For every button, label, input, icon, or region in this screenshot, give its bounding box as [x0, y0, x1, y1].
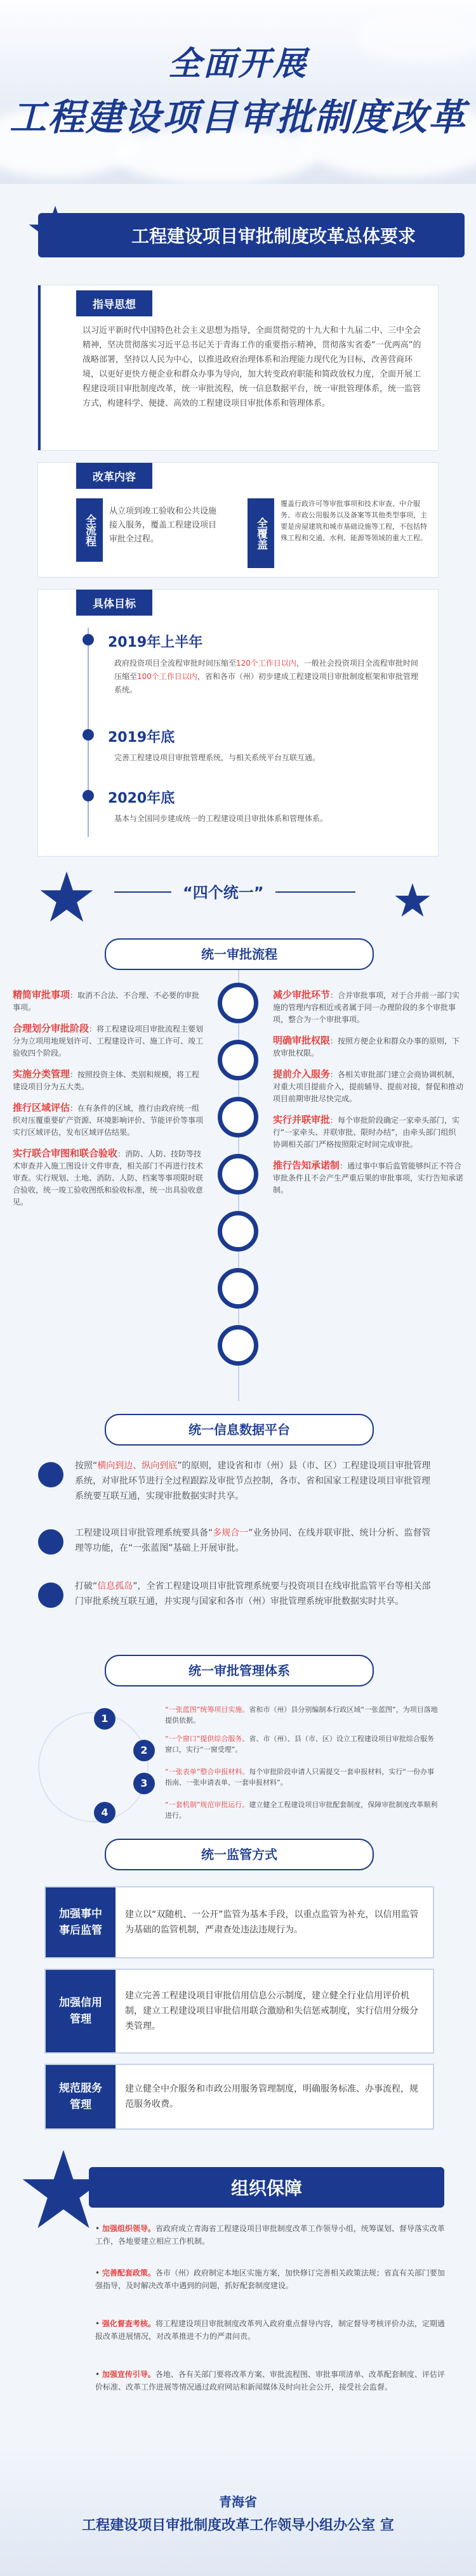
system-block — [38, 1699, 438, 1820]
flow-right-list — [273, 989, 463, 1196]
org-item: • 强化督查考核。将工程建设项目审批制度改革列入政府重点督导内容，制定督导考核评价办法，定期通报改革进展情况，对改革推进不力的严肃问责。 — [95, 2319, 445, 2341]
goal-year-3: 2020年底 — [108, 791, 175, 806]
supervision-item-text: 建立以“双随机、一公开”监管为基本手段，以重点监管为补充，以信用监管为基础的监管机制，严肃查处违法违规行为。 — [125, 1910, 419, 1935]
guiding-card — [38, 285, 438, 450]
overall-banner-title: 工程建设项目审批制度改革总体要求 — [38, 213, 465, 257]
supervision-item-3 — [44, 2064, 434, 2130]
scope-tag: 改革内容 — [76, 463, 152, 489]
system-item: “一个窗口”提供综合服务。省、市（州）、县（市、区）设立工程建设项目审批综合服务窗口，实行“一窗受理”。 — [165, 1735, 434, 1754]
goal-year-2: 2019年底 — [108, 730, 175, 746]
overall-banner — [0, 195, 476, 271]
system-title: 统一审批管理体系 — [105, 1655, 374, 1686]
star-icon — [393, 881, 432, 919]
supervision-item-label: 加强事中事后监管 — [46, 1887, 116, 1957]
goal-dot-2 — [83, 729, 94, 741]
scope-right-label: 全覆盖 — [248, 498, 274, 568]
platform-para-2: 工程建设项目审批管理系统要具备“多规合一”业务协同、在线并联审批、统计分析、监督管理等功能，在“一张蓝图”基础上开展审批。 — [75, 1528, 431, 1553]
scope-card — [38, 463, 438, 577]
system-ring — [38, 1712, 149, 1822]
footer-line2: 工程建设项目审批制度改革工作领导小组办公室 宣 — [82, 2518, 394, 2534]
supervision-item-1 — [44, 1886, 434, 1958]
flow-left-item: 合理划分审批阶段：将工程建设项目审批流程主要划分为立项用地规划许可、工程建设许可、施工许可、竣工验收四个阶段。 — [13, 1023, 204, 1058]
guiding-text: 以习近平新时代中国特色社会主义思想为指导，全面贯彻党的十九大和十九届二中、三中全会精神，坚决贯彻落实习近平总书记关于青海工作的重要指示精神，贯彻落实省委“一优两高”的战略部署，坚持以人民为中心，以推进政府治理体系和治理能力现代化为目标，改善营商环境，以更好更快方便企业和群众办事为导向，加大转变政府职能和简政放权力度，全面开展工程建设项目审批制度改革，统一审批流程，统一信息数据平台，统一审批管理体系，统一监管方式，构建科学、便捷、高效的工程建设项目审批体系和管理体系。 — [83, 326, 421, 408]
org-item: • 完善配套政策。各市（州）政府制定本地区实施方案，加快修订完善相关政策法规；省直有关部门要加强指导，及时解决改革中遇到的问题，抓好配套制度建设。 — [95, 2269, 445, 2290]
flow-right-item: 明确审批权限：按照方便企业和群众办事的原则，下放审批权限。 — [273, 1035, 460, 1058]
platform-block — [38, 1458, 438, 1648]
supervision-item-2 — [44, 1969, 434, 2054]
flow-circle — [218, 1211, 258, 1252]
scope-left-label: 全流程 — [76, 498, 103, 562]
flow-left-item: 推行区域评估：在有条件的区域，推行由政府统一组织对压覆重要矿产资源、环境影响评价、节能评价等事项实行区域评估，发布区域评估结果。 — [13, 1102, 204, 1137]
four-banner — [38, 869, 438, 932]
system-num-2: 2 — [133, 1740, 155, 1761]
flow-circle — [218, 1040, 258, 1080]
system-num-4: 4 — [94, 1802, 116, 1823]
system-item: “一张表单”整合申报材料。每个审批阶段申请人只需提交一套申报材料，实行“一份办事指南、一张申请表单、一套申报材料”。 — [165, 1768, 435, 1787]
hero-title-line2: 工程建设项目审批制度改革 — [9, 96, 466, 139]
flow-circle — [218, 1097, 258, 1137]
supervision-title: 统一监管方式 — [105, 1839, 374, 1870]
goal-text-3: 基本与全国同步建成统一的工程建设项目审批体系和管理体系。 — [114, 814, 328, 823]
flow-circle — [218, 1268, 258, 1309]
flow-right-item: 推行告知承诺制：通过事中事后监管能够纠正不符合审批条件且不会产生严重后果的审批事项，实行告知承诺制。 — [273, 1160, 464, 1194]
goal-text-2: 完善工程建设项目审批管理系统，与相关系统平台互联互通。 — [114, 753, 321, 762]
flow-left-item: 实施分类管理：按照投资主体、类别和规模，将工程建设项目分为五大类。 — [13, 1068, 200, 1091]
supervision-item-label: 加强信用管理 — [46, 1970, 116, 2052]
goals-tag: 具体目标 — [76, 590, 152, 616]
flow-left-list — [13, 989, 206, 1208]
flow-circle — [218, 983, 258, 1023]
platform-title: 统一信息数据平台 — [105, 1414, 374, 1446]
org-banner: 组织保障 — [89, 2167, 444, 2208]
supervision-item-text: 建立完善工程建设项目审批信用信息公示制度，建立健全行业信用评价机制，建立工程建设项目审批信用联合激励和失信惩戒制度，实行信用分级分类管理。 — [125, 1991, 418, 2031]
org-item: • 加强宣传引导。各地、各有关部门要将改革方案、审批流程图、审批事项清单、改革配套制度、评估评价标准、改革工作进展等情况通过政府网站和新闻媒体及时向社会公开，接受社会监督。 — [95, 2370, 445, 2392]
supervision-item-label: 规范服务管理 — [46, 2065, 116, 2128]
supervision-item-text: 建立健全中介服务和市政公用服务管理制度，明确服务标准、办事流程，规范服务收费。 — [125, 2084, 418, 2109]
goal-year-1: 2019年上半年 — [108, 635, 203, 650]
goal-dot-1 — [83, 634, 94, 645]
flow-left-item: 精简审批事项：取消不合法、不合理、不必要的审批事项。 — [13, 989, 200, 1012]
footer-line1: 青海省 — [219, 2494, 257, 2509]
flow-right-item: 提前介入服务：各相关审批部门建立会商协调机制，对重大项目提前介入，提前辅导、提前对接，督促和推动项目前期审批尽快完成。 — [273, 1068, 464, 1103]
platform-para-3: 打破“信息孤岛”，全省工程建设项目审批管理系统要与投资项目在线审批监管平台等相关部门审批系统互联互通，并实现与国家和各市（州）审批管理系统审批数据实时共享。 — [75, 1581, 431, 1607]
goal-text-1: 政府投资项目全流程审批时间压缩至120个工作日以内，一般社会投资项目全流程审批时间压缩至100个工作日以内，省和各市（州）初步建成工程建设项目审批制度框架和审批管理系统。 — [114, 659, 418, 694]
system-item: “一套机制”规范审批运行。建立健全工程建设项目审批配套制度，保障审批制度改革顺利进行。 — [165, 1801, 438, 1820]
flow-circle — [218, 1154, 258, 1194]
system-num-3: 3 — [133, 1773, 155, 1794]
platform-bullet — [38, 1462, 63, 1487]
guiding-tag: 指导思想 — [76, 290, 152, 316]
hero-header — [0, 0, 476, 184]
scope-right-text: 覆盖行政许可等审批事项和技术审查、中介服务、市政公用服务以及备案等其他类型事项，主要是房屋建筑和城市基础设施等工程，不包括特殊工程和交通、水利、能源等领域的重大工程。 — [281, 500, 427, 542]
goals-card — [38, 590, 438, 856]
flow-right-item: 实行并联审批：每个审批阶段确定一家牵头部门，实行“一家牵头、并联审批、限时办结”，由牵头部门组织协调相关部门严格按照限定时间完成审批。 — [273, 1114, 460, 1149]
flow-title: 统一审批流程 — [105, 938, 374, 970]
system-item: “一张蓝图”统筹项目实施。省和市（州）县分别编制本行政区域“一张蓝图”，为项目落地提供依据。 — [165, 1705, 438, 1725]
platform-bullet — [38, 1529, 63, 1555]
scope-left-text: 从立项到竣工验收和公共设施接入服务，覆盖工程建设项目审批全过程。 — [109, 507, 217, 544]
star-icon — [38, 869, 95, 926]
system-num-1: 1 — [94, 1708, 116, 1730]
footer — [0, 2447, 476, 2576]
flow-right-item: 减少审批环节：合并审批事项，对于合并前一部门实施的管理内容相近或者属于同一办理阶段的多个审批事项，整合为一个审批事项。 — [273, 989, 460, 1024]
four-banner-title: “四个统一” — [171, 880, 275, 902]
org-section — [13, 2149, 463, 2441]
org-item: • 加强组织领导。省政府成立青海省工程建设项目审批制度改革工作领导小组，统筹谋划、督导落实改革工作，各地要建立相应工作机制。 — [95, 2224, 445, 2246]
platform-bullet — [38, 1582, 63, 1608]
flow-left-item: 实行联合审图和联合验收：消防、人防、技防等技术审查并入施工图设计文件审查，相关部门不再进行技术审查。实行规划、土地、消防、人防、档案等事项限时联合验收，统一竣工验收图纸和验收标准，统一出具验收意见。 — [13, 1148, 204, 1207]
flow-circle — [218, 1325, 258, 1366]
hero-title-line1: 全面开展 — [168, 44, 308, 83]
platform-para-1: 按照“横向到边、纵向到底”的原则，建设省和市（州）县（市、区）工程建设项目审批管理系统，对审批环节进行全过程跟踪及审批节点控制，各市、省和国家工程建设项目审批管理系统要互联互通，实现审批数据实时共享。 — [75, 1461, 431, 1501]
goal-dot-3 — [83, 790, 94, 801]
